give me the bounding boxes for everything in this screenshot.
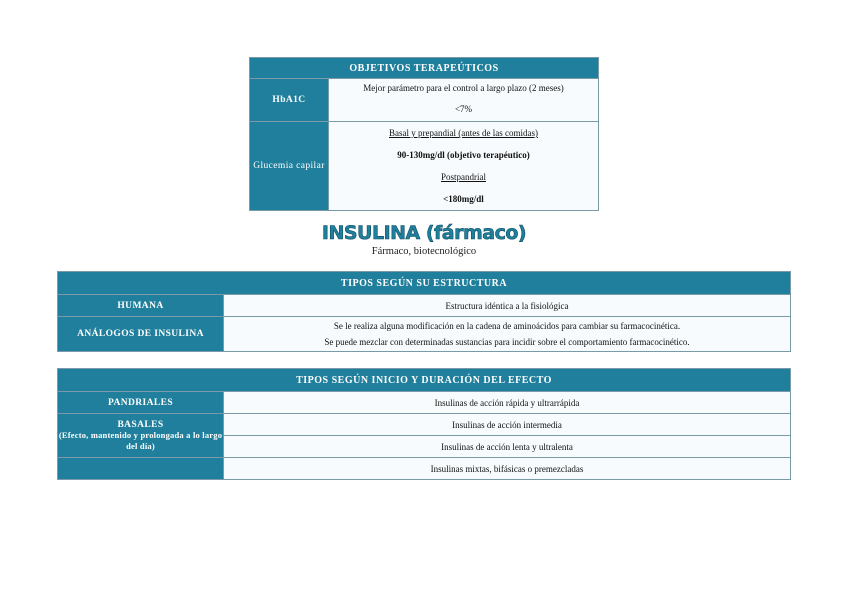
objetivos-header: OBJETIVOS TERAPEÚTICOS (250, 58, 599, 79)
inicio-header: TIPOS SEGÚN INICIO Y DURACIÓN DEL EFECTO (58, 369, 791, 392)
mixtas-label-cell (58, 458, 224, 480)
basales-value-2: Insulinas de acción lenta y ultralenta (224, 436, 791, 458)
estructura-header: TIPOS SEGÚN SU ESTRUCTURA (58, 272, 791, 295)
basales-label-cell (58, 414, 224, 458)
pandriales-value: Insulinas de acción rápida y ultrarrápida (224, 392, 791, 414)
page-subtitle: Fármaco, biotecnológico (371, 246, 477, 257)
glucemia-cell (329, 122, 599, 211)
page-title: INSULINA (fármaco) (321, 222, 527, 244)
hba1c-value: <7% (454, 104, 473, 114)
basales-label: BASALES (117, 419, 164, 430)
mixtas-value: Insulinas mixtas, bifásicas o premezcladas (224, 458, 791, 480)
basal-label: Basal y prepandial (antes de las comidas) (389, 128, 538, 138)
analogos-line-2: Se puede mezclar con determinadas sustancias para incidir sobre el comportamiento farmacocinético. (324, 337, 690, 347)
analogos-cell (224, 317, 791, 352)
pandriales-label: PANDRIALES (58, 392, 224, 414)
post-value: <180mg/dl (443, 194, 484, 204)
humana-value: Estructura idéntica a la fisiológica (224, 295, 791, 317)
post-label: Postpandrial (441, 172, 486, 182)
analogos-label: ANÁLOGOS DE INSULINA (58, 317, 224, 352)
glucemia-label: Glucemia capilar (250, 122, 329, 211)
inicio-table (57, 368, 791, 480)
hba1c-desc: Mejor parámetro para el control a largo plazo (2 meses) (363, 83, 564, 93)
estructura-table (57, 271, 791, 352)
objetivos-table (249, 57, 599, 211)
basales-value-1: Insulinas de acción intermedia (224, 414, 791, 436)
analogos-line-1: Se le realiza alguna modificación en la cadena de aminoácidos para cambiar su farmacocinética. (333, 321, 681, 331)
basal-value: 90-130mg/dl (objetivo terapéutico) (397, 150, 530, 160)
hba1c-label: HbA1C (250, 79, 329, 122)
humana-label: HUMANA (58, 295, 224, 317)
hba1c-cell (329, 79, 599, 122)
basales-sub: (Efecto, mantenido y prolongada a lo largo del día) (58, 429, 223, 451)
